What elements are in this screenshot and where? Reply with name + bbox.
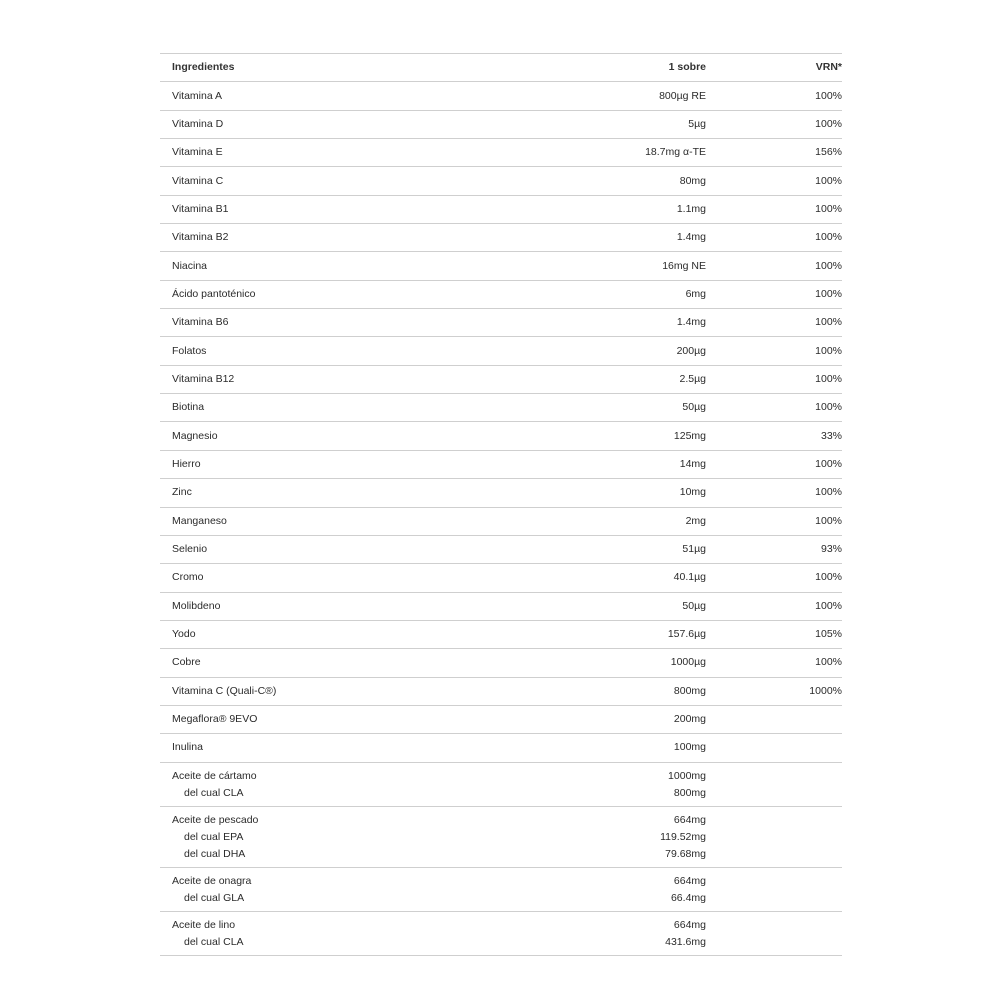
ingredient-vrn: 100% [815, 89, 842, 102]
ingredient-name: Vitamina B2 [172, 231, 229, 244]
ingredient-name: Niacina [172, 259, 208, 272]
sub-ingredient-name: del cual EPA [184, 830, 244, 843]
ingredient-amount: 40.1µg [673, 571, 706, 584]
sub-ingredient-name: del cual CLA [184, 786, 244, 799]
ingredient-amount: 5µg [688, 117, 706, 130]
table-row-oil [160, 912, 842, 956]
ingredient-amount: 100mg [673, 741, 706, 754]
ingredient-vrn: 100% [815, 514, 842, 527]
ingredient-amount-group [590, 812, 706, 863]
ingredient-vrn: 100% [815, 287, 842, 300]
table-row [160, 564, 842, 592]
header-vrn: VRN* [815, 61, 842, 74]
ingredient-amount: 18.7mg α-TE [645, 146, 706, 159]
nutrition-table [160, 53, 842, 956]
ingredient-name: Vitamina A [172, 89, 223, 102]
table-row [160, 649, 842, 677]
oil-amount: 664mg [673, 918, 706, 931]
sub-ingredient-name: del cual DHA [184, 847, 246, 860]
oil-name: Aceite de onagra [172, 874, 252, 887]
ingredient-amount: 6mg [685, 287, 706, 300]
ingredient-vrn: 100% [815, 599, 842, 612]
ingredient-name: Vitamina B1 [172, 202, 229, 215]
ingredient-name: Cromo [172, 571, 204, 584]
sub-ingredient-amount: 119.52mg [660, 830, 706, 843]
sub-ingredient-name: del cual GLA [184, 891, 245, 904]
ingredient-name-group [160, 768, 590, 802]
ingredient-name: Ácido pantoténico [172, 287, 256, 300]
table-row [160, 678, 842, 706]
ingredient-vrn [706, 768, 842, 802]
ingredient-name-group [160, 917, 590, 951]
sub-ingredient-amount: 800mg [673, 786, 706, 799]
ingredient-amount: 1.4mg [676, 316, 706, 329]
ingredient-vrn: 33% [820, 429, 842, 442]
table-row [160, 309, 842, 337]
sub-ingredient-amount: 79.68mg [665, 847, 706, 860]
ingredient-amount: 200µg [676, 344, 706, 357]
ingredient-name: Hierro [172, 457, 201, 470]
ingredient-vrn: 100% [815, 486, 842, 499]
ingredient-amount: 16mg NE [662, 259, 706, 272]
ingredient-amount: 2mg [685, 514, 706, 527]
ingredient-amount: 1.4mg [676, 231, 706, 244]
ingredient-amount-group [590, 768, 706, 802]
ingredient-amount: 2.5µg [679, 372, 706, 385]
table-row [160, 706, 842, 734]
table-header [160, 54, 842, 82]
ingredient-name-group [160, 812, 590, 863]
ingredient-vrn: 100% [815, 401, 842, 414]
ingredient-name-group [160, 873, 590, 907]
ingredient-amount: 1.1mg [676, 202, 706, 215]
ingredient-name: Inulina [172, 741, 203, 754]
table-row [160, 196, 842, 224]
ingredient-vrn [706, 812, 842, 863]
table-row [160, 224, 842, 252]
ingredient-vrn: 93% [820, 543, 842, 556]
ingredient-vrn: 1000% [809, 684, 842, 697]
table-row [160, 139, 842, 167]
sub-ingredient-amount: 431.6mg [665, 935, 706, 948]
ingredient-amount: 125mg [673, 429, 706, 442]
ingredient-vrn: 100% [815, 344, 842, 357]
ingredient-amount: 80mg [679, 174, 706, 187]
ingredient-amount: 50µg [682, 599, 706, 612]
oil-name: Aceite de pescado [172, 813, 259, 826]
ingredient-vrn [706, 917, 842, 951]
table-row [160, 167, 842, 195]
table-row [160, 111, 842, 139]
table-body [160, 82, 842, 955]
ingredient-vrn: 100% [815, 174, 842, 187]
table-row [160, 82, 842, 110]
sub-ingredient-name: del cual CLA [184, 935, 244, 948]
oil-name: Aceite de lino [172, 918, 236, 931]
ingredient-name: Vitamina C (Quali-C®) [172, 684, 277, 697]
sub-ingredient-amount: 66.4mg [670, 891, 706, 904]
ingredient-amount: 14mg [679, 457, 706, 470]
ingredient-amount: 800µg RE [659, 89, 706, 102]
ingredient-amount: 50µg [682, 401, 706, 414]
table-row [160, 479, 842, 507]
ingredient-name: Biotina [172, 401, 205, 414]
ingredient-vrn: 100% [815, 656, 842, 669]
ingredient-name: Folatos [172, 344, 207, 357]
ingredient-amount-group [590, 917, 706, 951]
ingredient-vrn: 100% [815, 202, 842, 215]
ingredient-name: Megaflora® 9EVO [172, 713, 258, 726]
ingredient-amount-group [590, 873, 706, 907]
ingredient-vrn: 100% [815, 117, 842, 130]
ingredient-vrn: 100% [815, 259, 842, 272]
ingredient-vrn: 100% [815, 457, 842, 470]
table-row-oil [160, 807, 842, 868]
header-amount: 1 sobre [668, 61, 706, 74]
ingredient-name: Vitamina B12 [172, 372, 235, 385]
ingredient-name: Yodo [172, 628, 196, 641]
ingredient-amount: 1000µg [670, 656, 706, 669]
ingredient-vrn: 100% [815, 372, 842, 385]
table-row [160, 508, 842, 536]
table-row [160, 252, 842, 280]
table-row [160, 451, 842, 479]
ingredient-vrn: 100% [815, 316, 842, 329]
table-row-oil [160, 868, 842, 912]
oil-amount: 664mg [673, 813, 706, 826]
table-row [160, 422, 842, 450]
oil-amount: 1000mg [668, 769, 706, 782]
table-row [160, 536, 842, 564]
table-row [160, 593, 842, 621]
ingredient-name: Zinc [172, 486, 192, 499]
header-ingredient: Ingredientes [172, 61, 235, 74]
ingredient-amount: 10mg [679, 486, 706, 499]
oil-name: Aceite de cártamo [172, 769, 257, 782]
ingredient-amount: 157.6µg [667, 628, 706, 641]
ingredient-name: Cobre [172, 656, 201, 669]
ingredient-vrn: 100% [815, 571, 842, 584]
ingredient-vrn: 100% [815, 231, 842, 244]
oil-amount: 664mg [673, 874, 706, 887]
ingredient-name: Vitamina D [172, 117, 224, 130]
ingredient-vrn: 156% [815, 146, 842, 159]
ingredient-amount: 200mg [673, 713, 706, 726]
ingredient-name: Vitamina B6 [172, 316, 229, 329]
ingredient-vrn: 105% [815, 628, 842, 641]
ingredient-vrn [706, 873, 842, 907]
ingredient-amount: 800mg [673, 684, 706, 697]
ingredient-name: Magnesio [172, 429, 218, 442]
ingredient-amount: 51µg [682, 543, 706, 556]
ingredient-name: Selenio [172, 543, 208, 556]
ingredient-name: Molibdeno [172, 599, 221, 612]
table-row [160, 366, 842, 394]
ingredient-name: Vitamina E [172, 146, 223, 159]
table-row [160, 337, 842, 365]
table-row [160, 394, 842, 422]
table-row [160, 734, 842, 762]
table-row [160, 281, 842, 309]
ingredient-name: Vitamina C [172, 174, 224, 187]
ingredient-name: Manganeso [172, 514, 227, 527]
table-row-oil [160, 763, 842, 807]
table-row [160, 621, 842, 649]
